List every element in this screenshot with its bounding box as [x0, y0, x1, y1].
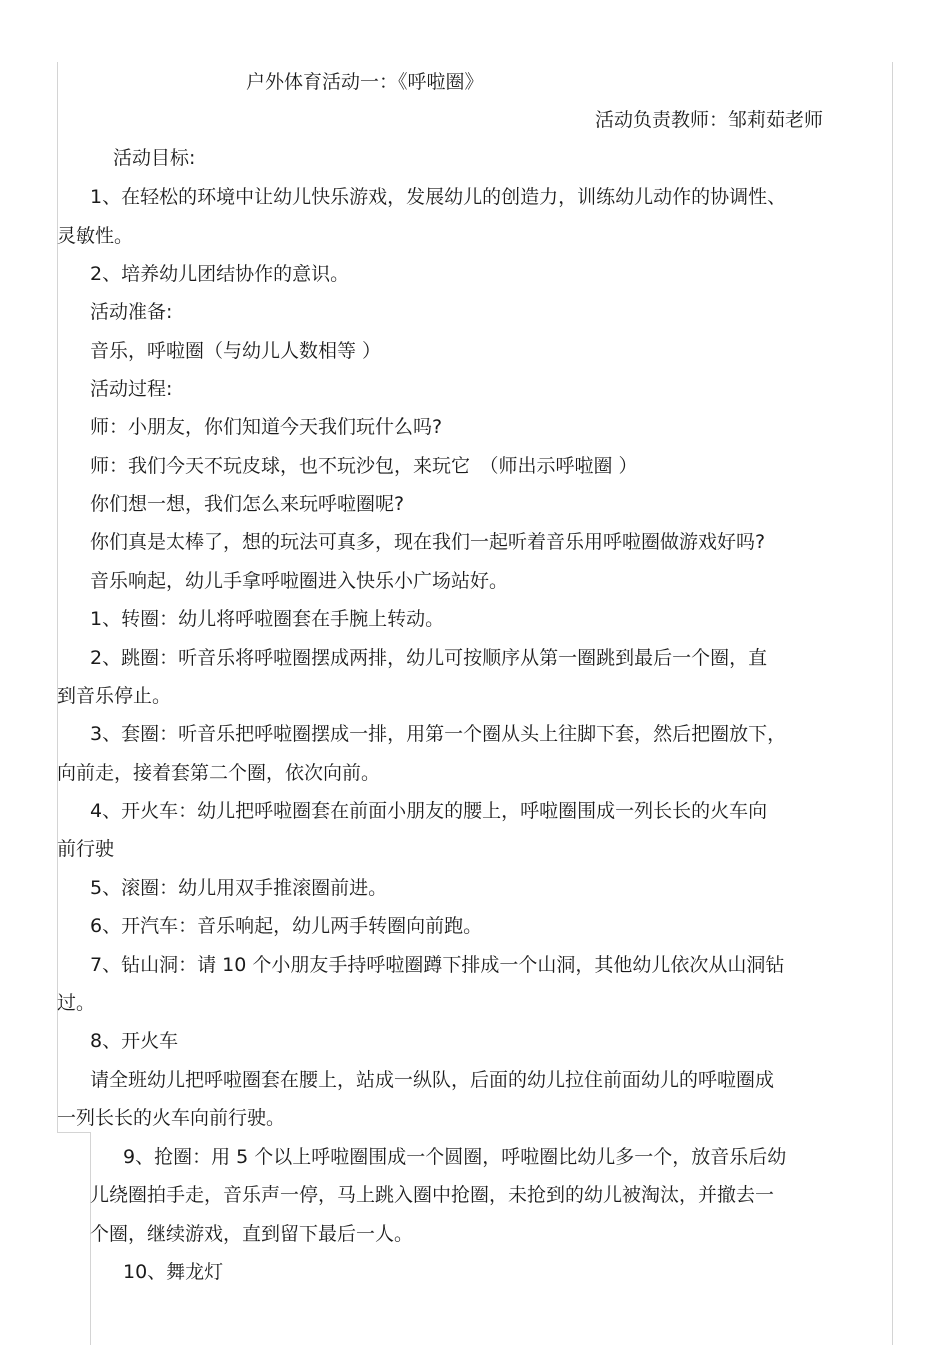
text-line: 10、舞龙灯 — [123, 1261, 224, 1283]
text-line: 灵敏性。 — [57, 225, 134, 247]
text-line: 音乐，呼啦圈（与幼儿人数相等 ） — [90, 340, 382, 362]
text-line: 你们想一想，我们怎么来玩呼啦圈呢? — [90, 493, 405, 515]
right-border-line — [892, 62, 893, 1345]
text-line: 1、在轻松的环境中让幼儿快乐游戏，发展幼儿的创造力，训练幼儿动作的协调性、 — [90, 186, 787, 208]
text-line: 1、转圈：幼儿将呼啦圈套在手腕上转动。 — [90, 608, 445, 630]
left-border-line — [57, 62, 58, 1132]
text-line: 音乐响起，幼儿手拿呼啦圈进入快乐小广场站好。 — [90, 570, 509, 592]
border-step-line — [57, 1132, 91, 1133]
section-heading-preparation: 活动准备: — [90, 301, 173, 323]
text-line: 2、跳圈：听音乐将呼啦圈摆成两排，幼儿可按顺序从第一圈跳到最后一个圈，直 — [90, 647, 768, 669]
text-line: 2、培养幼儿团结协作的意识。 — [90, 263, 350, 285]
text-line: 9、抢圈：用 5 个以上呼啦圈围成一个圆圈，呼啦圈比幼儿多一个，放音乐后幼 — [123, 1146, 787, 1168]
text-line: 儿绕圈拍手走，音乐声一停，马上跳入圈中抢圈，未抢到的幼儿被淘汰，并撤去一 — [90, 1184, 775, 1206]
text-line: 师：我们今天不玩皮球，也不玩沙包，来玩它 （师出示呼啦圈 ） — [90, 455, 638, 477]
text-line: 你们真是太棒了，想的玩法可真多，现在我们一起听着音乐用呼啦圈做游戏好吗? — [90, 531, 766, 553]
text-line: 5、滚圈：幼儿用双手推滚圈前进。 — [90, 877, 388, 899]
document-title: 户外体育活动一：《呼啦圈》 — [246, 71, 484, 93]
section-heading-goals: 活动目标: — [113, 147, 196, 169]
text-line: 请全班幼儿把呼啦圈套在腰上，站成一纵队，后面的幼儿拉住前面幼儿的呼啦圈成 — [90, 1069, 775, 1091]
text-line: 前行驶 — [57, 838, 115, 860]
text-line: 一列长长的火车向前行驶。 — [57, 1107, 286, 1129]
text-line: 6、开汽车：音乐响起，幼儿两手转圈向前跑。 — [90, 915, 483, 937]
text-line: 向前走，接着套第二个圈，依次向前。 — [57, 762, 381, 784]
text-line: 师：小朋友，你们知道今天我们玩什么吗? — [90, 416, 443, 438]
section-heading-process: 活动过程: — [90, 378, 173, 400]
text-line: 个圈，继续游戏，直到留下最后一人。 — [90, 1223, 414, 1245]
text-line: 7、钻山洞：请 10 个小朋友手持呼啦圈蹲下排成一个山洞，其他幼儿依次从山洞钻 — [90, 954, 785, 976]
text-line: 到音乐停止。 — [57, 685, 172, 707]
text-line: 8、开火车 — [90, 1030, 179, 1052]
teacher-line: 活动负责教师：邹莉茹老师 — [595, 109, 824, 131]
text-line: 过。 — [57, 992, 96, 1014]
text-line: 3、套圈：听音乐把呼啦圈摆成一排，用第一个圈从头上往脚下套，然后把圈放下， — [90, 723, 787, 745]
text-line: 4、开火车：幼儿把呼啦圈套在前面小朋友的腰上，呼啦圈围成一列长长的火车向 — [90, 800, 768, 822]
